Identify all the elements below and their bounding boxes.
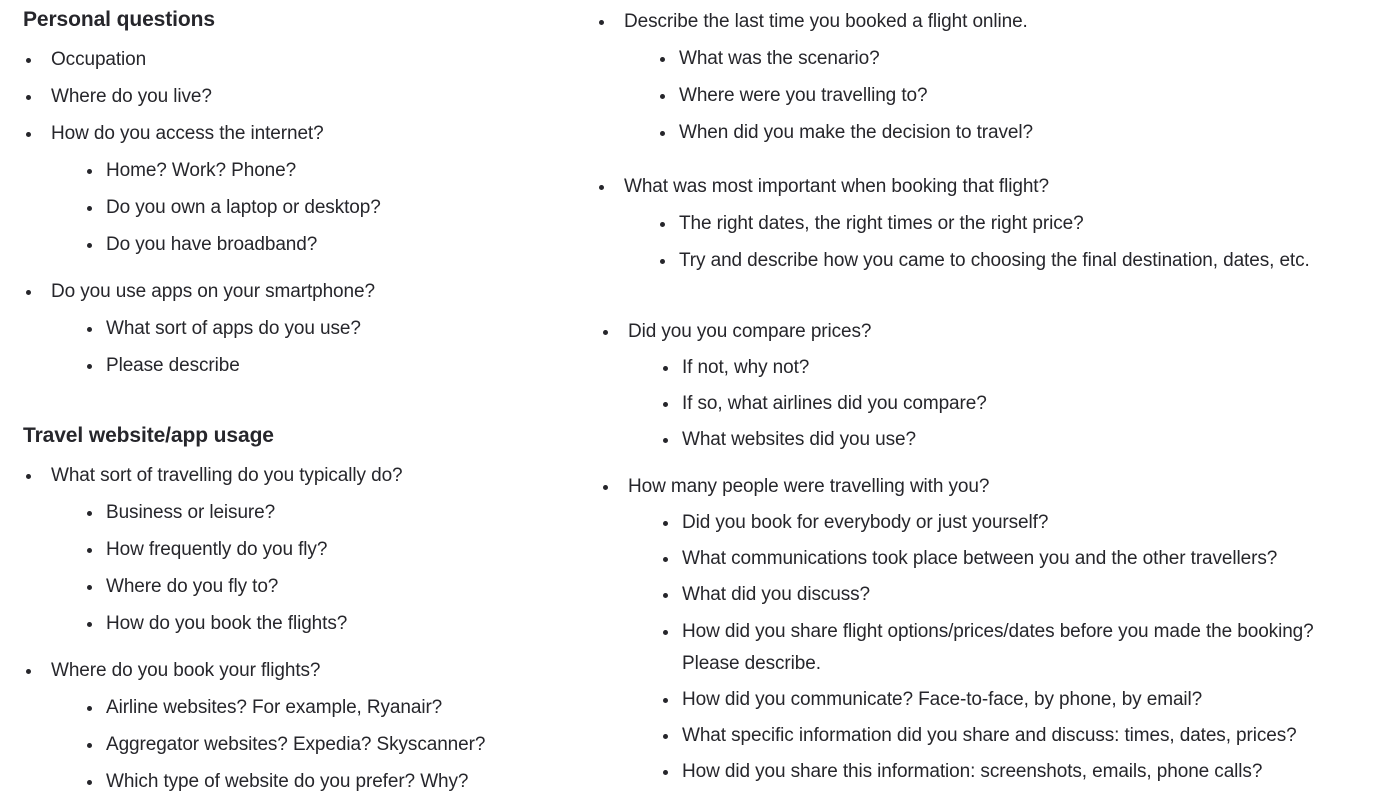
sub-list-item: Where were you travelling to? bbox=[679, 83, 927, 109]
sub-list-item: What specific information did you share and discuss: times, dates, prices? bbox=[682, 723, 1297, 749]
sub-list-item: If not, why not? bbox=[682, 355, 809, 381]
sub-list-item: What communications took place between you and the other travellers? bbox=[682, 546, 1277, 572]
sub-list-item: The right dates, the right times or the right price? bbox=[679, 211, 1084, 237]
sub-list-item: Home? Work? Phone? bbox=[106, 158, 296, 184]
sub-list-item: How frequently do you fly? bbox=[106, 537, 327, 563]
sub-list-item: If so, what airlines did you compare? bbox=[682, 391, 987, 417]
sub-list-item: How did you communicate? Face-to-face, by phone, by email? bbox=[682, 687, 1202, 713]
list-item: How do you access the internet? bbox=[51, 121, 324, 147]
sub-list-item: Try and describe how you came to choosing the final destination, dates, etc. bbox=[679, 248, 1310, 274]
sub-list-item: How did you share this information: screenshots, emails, phone calls? bbox=[682, 759, 1262, 785]
sub-list-item: What did you discuss? bbox=[682, 582, 870, 608]
sub-list-item: Please describe bbox=[106, 353, 240, 379]
sub-list-item: When did you make the decision to travel? bbox=[679, 120, 1033, 146]
sub-list-item: How do you book the flights? bbox=[106, 611, 347, 637]
list-item: What sort of travelling do you typically do? bbox=[51, 463, 403, 489]
sub-list-item: Do you have broadband? bbox=[106, 232, 317, 258]
sub-list-item: What websites did you use? bbox=[682, 427, 916, 453]
sub-list-item: Did you book for everybody or just yourself? bbox=[682, 510, 1048, 536]
list-item: What was most important when booking that flight? bbox=[624, 174, 1049, 200]
section-heading-travel-usage: Travel website/app usage bbox=[23, 424, 274, 447]
list-item: Did you you compare prices? bbox=[628, 319, 871, 345]
sub-list-item-continuation: Please describe. bbox=[682, 653, 821, 674]
list-item: Where do you live? bbox=[51, 84, 212, 110]
section-heading-personal-questions: Personal questions bbox=[23, 8, 215, 31]
list-item: Describe the last time you booked a flight online. bbox=[624, 9, 1028, 35]
sub-list-item: What was the scenario? bbox=[679, 46, 880, 72]
list-item: Do you use apps on your smartphone? bbox=[51, 279, 375, 305]
sub-list-item: Which type of website do you prefer? Why? bbox=[106, 769, 468, 795]
sub-list-item: How did you share flight options/prices/dates before you made the booking? bbox=[682, 619, 1314, 645]
list-item: Where do you book your flights? bbox=[51, 658, 320, 684]
sub-list-item: What sort of apps do you use? bbox=[106, 316, 361, 342]
list-item: Occupation bbox=[51, 47, 146, 73]
list-item: How many people were travelling with you? bbox=[628, 474, 989, 500]
sub-list-item: Airline websites? For example, Ryanair? bbox=[106, 695, 442, 721]
sub-list-item: Do you own a laptop or desktop? bbox=[106, 195, 381, 221]
sub-list-item: Business or leisure? bbox=[106, 500, 275, 526]
sub-list-item: Where do you fly to? bbox=[106, 574, 278, 600]
sub-list-item: Aggregator websites? Expedia? Skyscanner? bbox=[106, 732, 485, 758]
